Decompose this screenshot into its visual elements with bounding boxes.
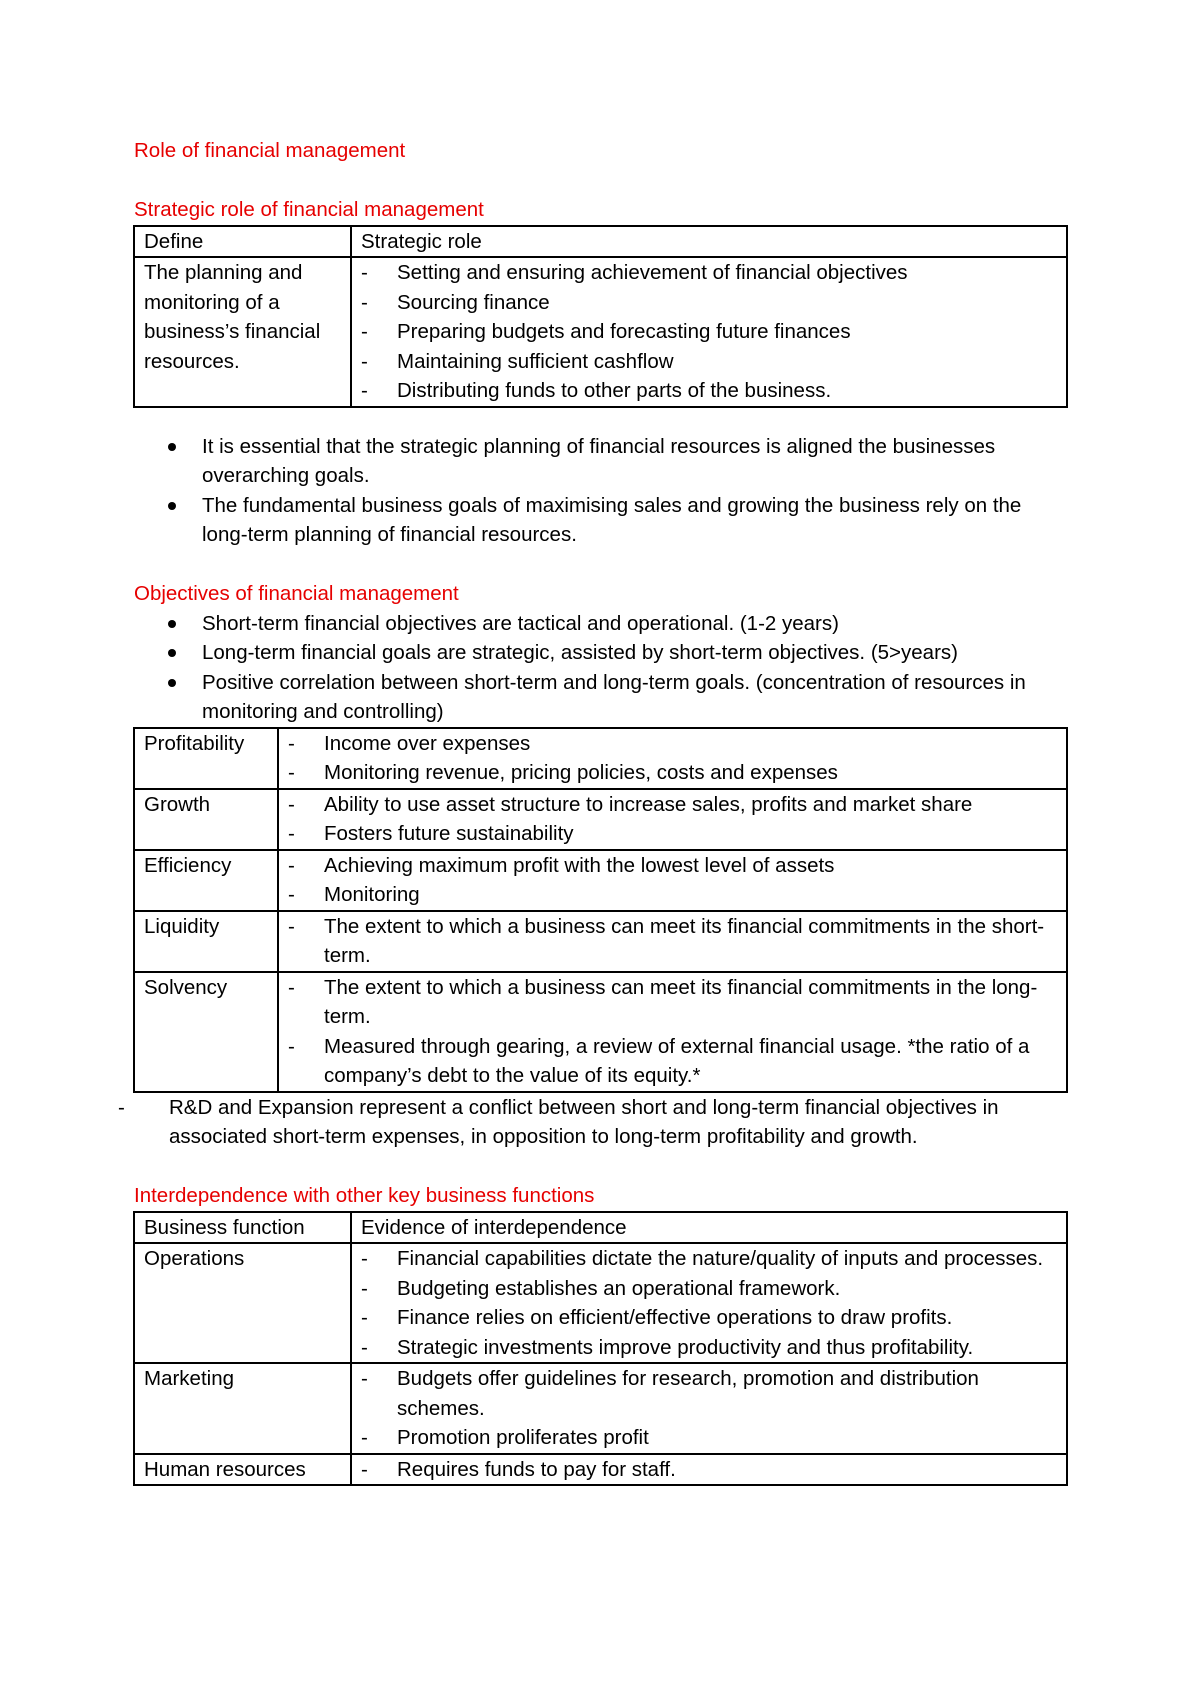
table-header-row bbox=[134, 226, 1067, 258]
list-item: - Budgeting establishes an operational framework. bbox=[361, 1274, 1057, 1304]
strategic-heading: Strategic role of financial management bbox=[134, 198, 484, 221]
list-item: - Budgets offer guidelines for research, promotion and distribution schemes. bbox=[361, 1364, 1057, 1423]
table-header-row bbox=[134, 1212, 1067, 1244]
function-name: Operations bbox=[134, 1243, 351, 1363]
definition-cell: The planning and monitoring of a business’s financial resources. bbox=[134, 257, 351, 407]
list-item: - Requires funds to pay for staff. bbox=[361, 1455, 1057, 1485]
objective-name: Liquidity bbox=[134, 911, 278, 972]
function-evidence bbox=[351, 1243, 1067, 1363]
spacer bbox=[134, 1152, 1069, 1182]
list-item: - Strategic investments improve productivity and thus profitability. bbox=[361, 1333, 1057, 1363]
list-item: - Monitoring bbox=[288, 880, 1057, 910]
list-item: It is essential that the strategic planning of financial resources is aligned the businesses overarching goals. bbox=[168, 432, 1069, 491]
objective-name: Profitability bbox=[134, 728, 278, 789]
objective-detail bbox=[278, 789, 1067, 850]
objectives-bullets bbox=[168, 609, 1069, 727]
list-item: Long-term financial goals are strategic, assisted by short-term objectives. (5>years) bbox=[168, 638, 1069, 668]
list-item: - R&D and Expansion represent a conflict between short and long-term financial objectives in associated short-term expenses, in opposition to long-term profitability and growth. bbox=[118, 1093, 1069, 1152]
strategic-bullets bbox=[168, 432, 1069, 550]
document-content bbox=[134, 136, 1069, 1486]
objective-detail bbox=[278, 728, 1067, 789]
roles-cell bbox=[351, 257, 1067, 407]
table-row bbox=[134, 728, 1067, 789]
roles-list bbox=[361, 258, 1057, 406]
list-item: - Setting and ensuring achievement of financial objectives bbox=[361, 258, 1057, 288]
header-strategic-role: Strategic role bbox=[351, 226, 1067, 258]
detail-list bbox=[288, 729, 1057, 788]
objective-detail bbox=[278, 972, 1067, 1092]
objectives-note bbox=[118, 1093, 1069, 1152]
list-item: - Promotion proliferates profit bbox=[361, 1423, 1057, 1453]
list-item: - The extent to which a business can meet its financial commitments in the long-term. bbox=[288, 973, 1057, 1032]
detail-list bbox=[288, 973, 1057, 1091]
list-item: - Income over expenses bbox=[288, 729, 1057, 759]
function-name: Human resources bbox=[134, 1454, 351, 1486]
header-business-function: Business function bbox=[134, 1212, 351, 1244]
interdependence-table bbox=[133, 1211, 1068, 1487]
list-item: Short-term financial objectives are tactical and operational. (1-2 years) bbox=[168, 609, 1069, 639]
detail-list bbox=[288, 912, 1057, 971]
evidence-list bbox=[361, 1244, 1057, 1362]
table-row bbox=[134, 257, 1067, 407]
list-item: - Maintaining sufficient cashflow bbox=[361, 347, 1057, 377]
function-name: Marketing bbox=[134, 1363, 351, 1454]
list-item: - Monitoring revenue, pricing policies, costs and expenses bbox=[288, 758, 1057, 788]
list-item: - The extent to which a business can meet its financial commitments in the short-term. bbox=[288, 912, 1057, 971]
spacer bbox=[134, 550, 1069, 580]
objective-name: Solvency bbox=[134, 972, 278, 1092]
table-row bbox=[134, 972, 1067, 1092]
evidence-list bbox=[361, 1364, 1057, 1453]
objectives-table bbox=[133, 727, 1068, 1093]
table-row bbox=[134, 1454, 1067, 1486]
table-row bbox=[134, 1243, 1067, 1363]
page-title: Role of financial management bbox=[134, 139, 406, 162]
interdependence-heading: Interdependence with other key business functions bbox=[134, 1184, 595, 1207]
objective-detail bbox=[278, 911, 1067, 972]
header-evidence: Evidence of interdependence bbox=[351, 1212, 1067, 1244]
evidence-list bbox=[361, 1455, 1057, 1485]
spacer bbox=[134, 408, 1069, 432]
function-evidence bbox=[351, 1363, 1067, 1454]
table-row bbox=[134, 1363, 1067, 1454]
list-item: - Finance relies on efficient/effective operations to draw profits. bbox=[361, 1303, 1057, 1333]
list-item: - Financial capabilities dictate the nature/quality of inputs and processes. bbox=[361, 1244, 1057, 1274]
list-item: - Fosters future sustainability bbox=[288, 819, 1057, 849]
detail-list bbox=[288, 790, 1057, 849]
list-item: Positive correlation between short-term and long-term goals. (concentration of resources in monitoring and controlling) bbox=[168, 668, 1069, 727]
list-item: - Preparing budgets and forecasting future finances bbox=[361, 317, 1057, 347]
objective-detail bbox=[278, 850, 1067, 911]
list-item: - Achieving maximum profit with the lowest level of assets bbox=[288, 851, 1057, 881]
objectives-heading: Objectives of financial management bbox=[134, 582, 459, 605]
list-item: - Ability to use asset structure to increase sales, profits and market share bbox=[288, 790, 1057, 820]
table-row bbox=[134, 789, 1067, 850]
table-row bbox=[134, 850, 1067, 911]
list-item: - Distributing funds to other parts of the business. bbox=[361, 376, 1057, 406]
objective-name: Efficiency bbox=[134, 850, 278, 911]
strategic-role-table bbox=[133, 225, 1068, 408]
list-item: - Measured through gearing, a review of external financial usage. *the ratio of a company’s debt to the value of its equity.* bbox=[288, 1032, 1057, 1091]
list-item: - Sourcing finance bbox=[361, 288, 1057, 318]
detail-list bbox=[288, 851, 1057, 910]
table-row bbox=[134, 911, 1067, 972]
objective-name: Growth bbox=[134, 789, 278, 850]
header-define: Define bbox=[134, 226, 351, 258]
list-item: The fundamental business goals of maximising sales and growing the business rely on the long-term planning of financial resources. bbox=[168, 491, 1069, 550]
function-evidence bbox=[351, 1454, 1067, 1486]
spacer bbox=[134, 166, 1069, 196]
